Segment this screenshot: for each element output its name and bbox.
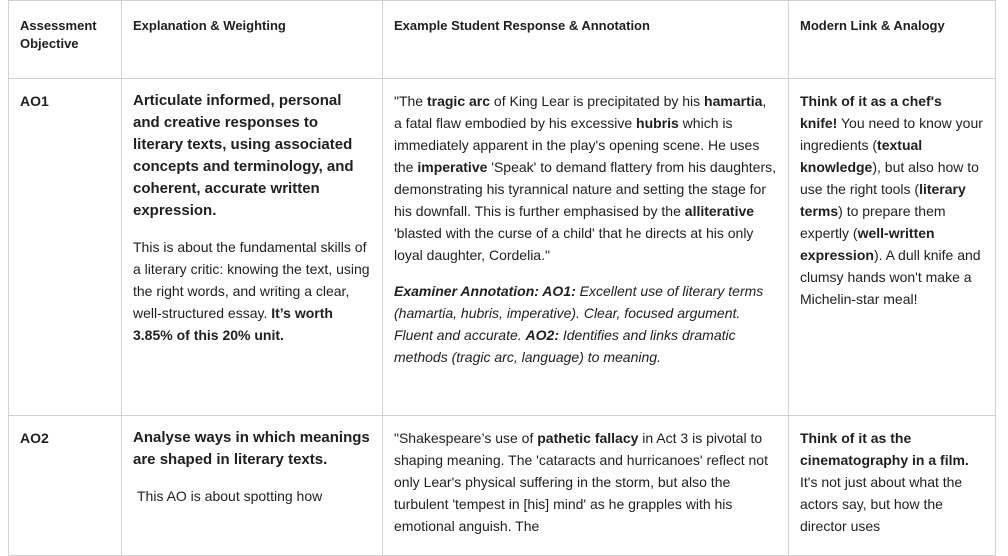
table-row-ao1 — [9, 79, 996, 416]
examiner-annotation: Examiner Annotation: AO1: Excellent use of literary terms (hamartia, hubris, imperative). Clear, focused argument. Fluent and accurate. AO2: Identifies and links dramatic methods (tragic arc, language) to meaning. — [394, 283, 764, 365]
cell-explanation-ao1 — [122, 79, 383, 416]
cell-explanation-ao2 — [122, 416, 383, 556]
header-objective: Assessment Objective — [9, 1, 122, 79]
header-row — [9, 1, 996, 79]
cell-modern-ao2 — [789, 416, 996, 556]
explanation-lead: Articulate informed, personal and creative responses to literary texts, using associated concepts and terminology, and coherent, accurate written expression. — [133, 92, 354, 219]
explanation-desc: This AO is about spotting how — [137, 488, 323, 504]
cell-modern-ao1 — [789, 79, 996, 416]
modern-analogy: Think of it as a chef's knife! You need to know your ingredients (textual knowledge), but also how to use the right tools (literary terms) to prepare them expertly (well-written expression). A dull knife and clumsy hands won't make a Michelin-star meal! — [800, 93, 983, 307]
explanation-lead: Analyse ways in which meanings are shaped in literary texts. — [133, 429, 370, 468]
assessment-table — [8, 0, 996, 556]
table-row-ao2 — [9, 416, 996, 556]
cell-example-ao1 — [383, 79, 789, 416]
cell-objective-ao2: AO2 — [9, 416, 122, 556]
cell-objective-ao1: AO1 — [9, 79, 122, 416]
explanation-desc: This is about the fundamental skills of a literary critic: knowing the text, using the right words, and writing a clear, well-structured essay. It’s worth 3.85% of this 20% unit. — [133, 239, 370, 343]
header-example: Example Student Response & Annotation — [383, 1, 789, 79]
cell-example-ao2 — [383, 416, 789, 556]
header-explanation: Explanation & Weighting — [122, 1, 383, 79]
student-response: "Shakespeare’s use of pathetic fallacy in Act 3 is pivotal to shaping meaning. The 'cataracts and hurricanoes' reflect not only Lear's physical suffering in the storm, but also the turbulent 'tempest in [his] mind' as he grapples with his emotional anguish. The — [394, 430, 768, 534]
modern-analogy: Think of it as the cinematography in a film. It's not just about what the actors say, but how the director uses — [800, 430, 969, 534]
header-modern: Modern Link & Analogy — [789, 1, 996, 79]
student-response: "The tragic arc of King Lear is precipitated by his hamartia, a fatal flaw embodied by his excessive hubris which is immediately apparent in the play's opening scene. He uses the imperative 'Speak' to demand flattery from his daughters, demonstrating his tyrannical nature and setting the stage for his downfall. This is further emphasised by the alliterative 'blasted with the curse of a child' that he directs at his only loyal daughter, Cordelia." — [394, 93, 777, 263]
